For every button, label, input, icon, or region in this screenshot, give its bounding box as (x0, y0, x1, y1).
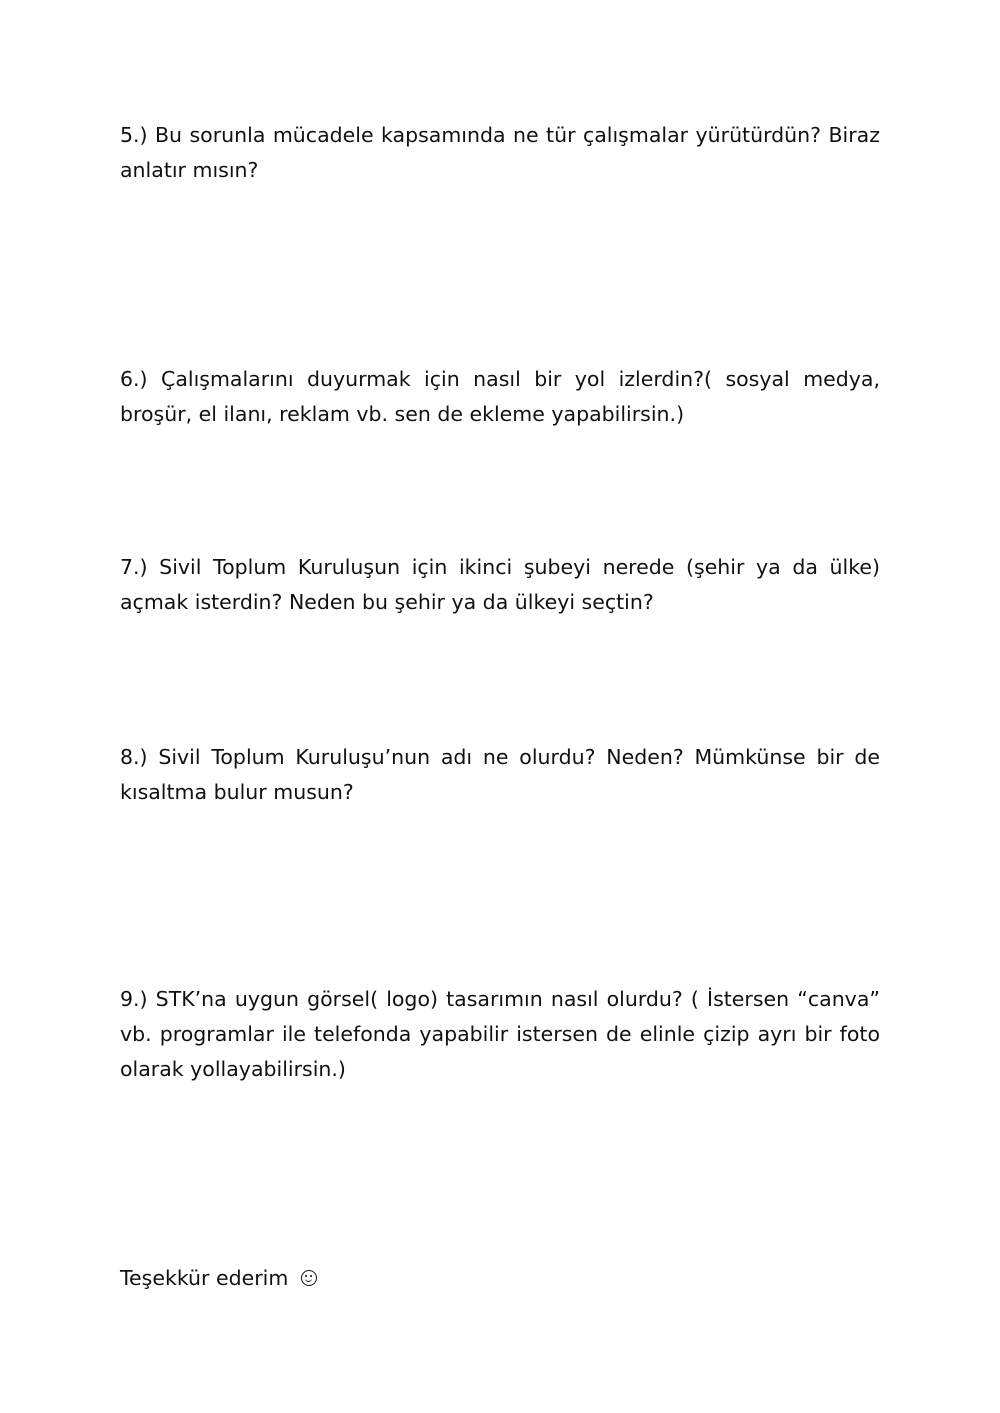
question-9: 9.) STK’na uygun görsel( logo) tasarımın nasıl olurdu? ( İstersen “canva” vb. programlar ile telefonda yapabilir istersen de elinle çizip ayrı bir foto olarak yollayabilirsin.) (120, 987, 880, 1081)
question-7: 7.) Sivil Toplum Kuruluşun için ikinci şubeyi nerede (şehir ya da ülke) açmak isterdin? Neden bu şehir ya da ülkeyi seçtin? (120, 555, 880, 614)
question-6: 6.) Çalışmalarını duyurmak için nasıl bir yol izlerdin?( sosyal medya, broşür, el ilanı, reklam vb. sen de ekleme yapabilirsin.) (120, 367, 880, 426)
closing-note (120, 1261, 317, 1296)
smiley-icon (301, 1270, 317, 1286)
closing-text: Teşekkür ederim (120, 1266, 289, 1290)
question-5: 5.) Bu sorunla mücadele kapsamında ne tür çalışmalar yürütürdün? Biraz anlatır mısın? (120, 123, 880, 182)
question-8: 8.) Sivil Toplum Kuruluşu’nun adı ne olurdu? Neden? Mümkünse bir de kısaltma bulur musun? (120, 745, 880, 804)
